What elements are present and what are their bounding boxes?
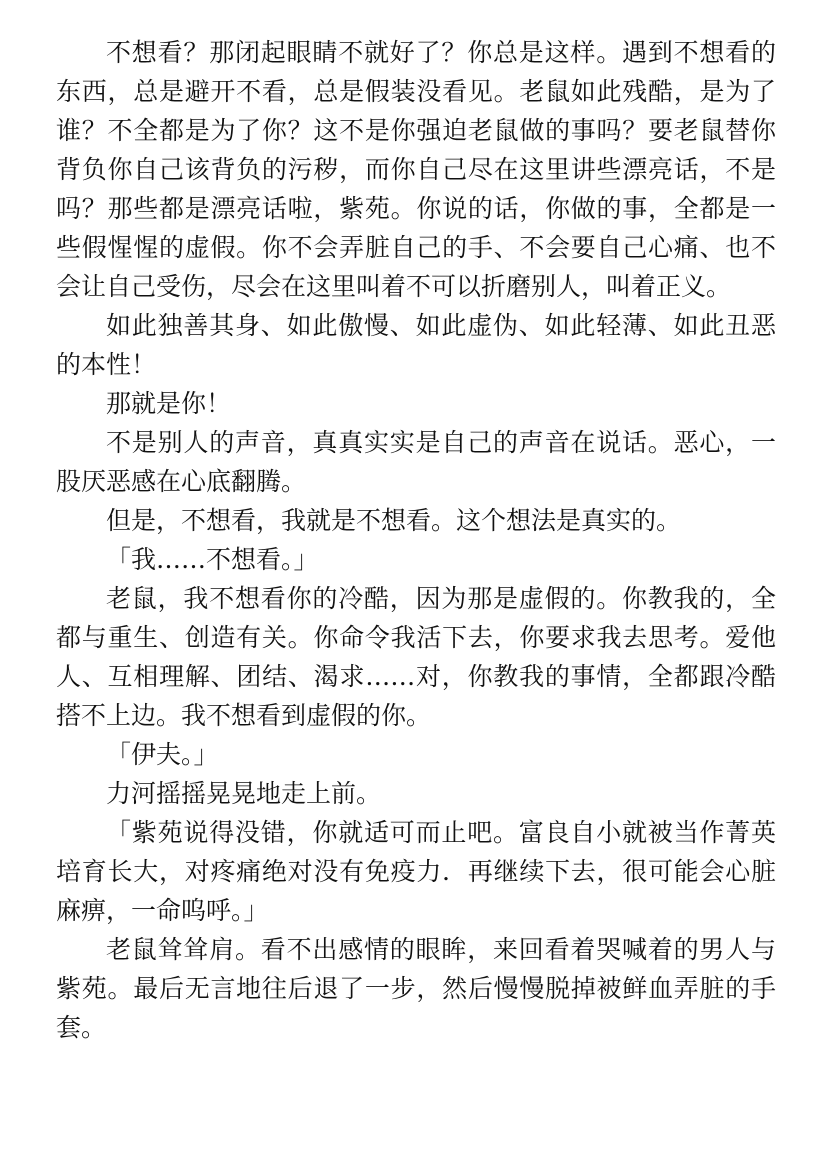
dialogue-line: 「伊夫。」 bbox=[106, 740, 219, 769]
paragraph: 但是，不想看，我就是不想看。这个想法是真实的。 bbox=[106, 506, 682, 535]
paragraph: 不想看？那闭起眼睛不就好了？你总是这样。遇到不想看的东西，总是避开不看，总是假装没看见。老鼠如此残酷，是为了谁？不全都是为了你？这不是你强迫老鼠做的事吗？要老鼠替你背负你自己该背负的污秽，而你自己尽在这里讲些漂亮话，不是吗？那些都是漂亮话啦，紫苑。你说的话，你做的事，全都是一些假惺惺的虚假。你不会弄脏自己的手、不会要自己心痛、也不会让自己受伤，尽会在这里叫着不可以折磨别人，叫着正义。 bbox=[56, 38, 776, 301]
paragraph: 那就是你！ bbox=[106, 389, 232, 418]
dialogue-line: 「紫苑说得没错，你就适可而止吧。富良自小就被当作菁英培育长大，对疼痛绝对没有免疫力．再继续下去，很可能会心脏麻痹，一命呜呼。」 bbox=[56, 818, 776, 925]
paragraph: 如此独善其身、如此傲慢、如此虚伪、如此轻薄、如此丑恶的本性！ bbox=[56, 311, 776, 379]
dialogue-line: 「我……不想看。」 bbox=[106, 545, 319, 574]
paragraph: 力河摇摇晃晃地走上前。 bbox=[106, 779, 382, 808]
paragraph: 老鼠，我不想看你的冷酷，因为那是虚假的。你教我的，全都与重生、创造有关。你命令我活下去，你要求我去思考。爱他人、互相理解、团结、渴求……对，你教我的事情，全都跟冷酷搭不上边。我不想看到虚假的你。 bbox=[56, 584, 776, 730]
page-body bbox=[56, 33, 776, 1047]
paragraph: 不是别人的声音，真真实实是自己的声音在说话。恶心，一股厌恶感在心底翻腾。 bbox=[56, 428, 776, 496]
paragraph: 老鼠耸耸肩。看不出感情的眼眸，来回看着哭喊着的男人与紫苑。最后无言地往后退了一步，然后慢慢脱掉被鲜血弄脏的手套。 bbox=[56, 935, 776, 1042]
